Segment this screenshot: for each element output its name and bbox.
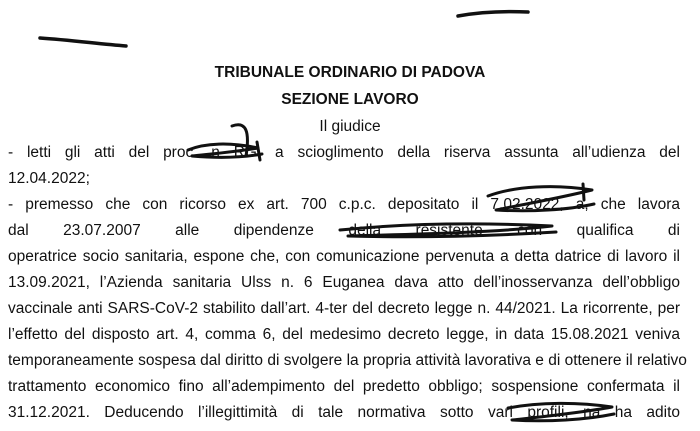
body-line-10: trattamento economico fino all’adempimento del predetto obbligo; sospensione confermata il [8, 378, 680, 395]
body-line-2: 12.04.2022; [8, 170, 90, 187]
body-line-1: - letti gli atti del proc. n RG, a scioglimento della riserva assunta all’udienza del [8, 144, 680, 161]
body-line-11: 31.12.2021. Deducendo l’illegittimità di tale normativa sotto vari profili, na ha adito [8, 404, 680, 421]
body-line-6: 13.09.2021, l’Azienda sanitaria Ulss n. 6 Euganea dava atto dell’inosservanza dell’obbligo [8, 274, 680, 291]
body-line-8: l’effetto del disposto art. 4, comma 6, del medesimo decreto legge, in data 15.08.2021 veniva [8, 326, 680, 343]
body-line-4: dal 23.07.2007 alle dipendenze della resistente con qualifica di [8, 222, 680, 239]
body-line-3: - premesso che con ricorso ex art. 700 c.p.c. depositato il 7.02.2022, a, che lavora [8, 196, 680, 213]
court-title: TRIBUNALE ORDINARIO DI PADOVA [214, 64, 486, 81]
body-line-7: vaccinale anti SARS-CoV-2 stabilito dall’art. 4-ter del decreto legge n. 44/2021. La ricorrente, per [8, 300, 680, 317]
section-title: SEZIONE LAVORO [281, 91, 419, 108]
body-line-9: temporaneamente sospesa dal diritto di svolgere la propria attività lavorativa e di ottenere il relativo [8, 352, 687, 369]
body-line-5: operatrice socio sanitaria, espone che, con comunicazione pervenuta a detta datrice di lavoro il [8, 248, 680, 265]
judge-heading: Il giudice [319, 118, 381, 135]
